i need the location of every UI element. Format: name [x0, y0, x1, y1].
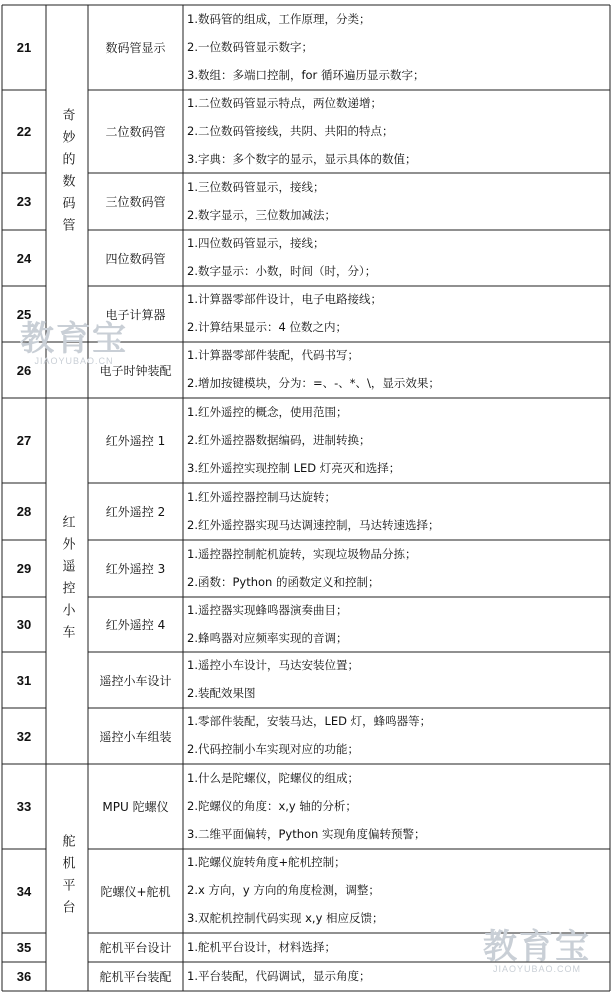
lesson-number: 36 — [16, 969, 32, 984]
lesson-topic: 二位数码管 — [105, 125, 166, 139]
content-item: 1.遥控器实现蜂鸣器演奏曲目； — [187, 603, 348, 618]
lesson-number: 28 — [16, 504, 32, 519]
module-label — [46, 342, 88, 398]
module-label — [46, 5, 88, 342]
content-item: 1.计算器零部件装配，代码书写； — [187, 348, 359, 363]
lesson-content — [183, 5, 610, 90]
lesson-topic: 三位数码管 — [105, 195, 166, 209]
lesson-topic: 红外遥控 4 — [105, 618, 166, 632]
content-item: 1.舵机平台设计，材料选择； — [187, 939, 336, 954]
watermark-text: 教育宝 — [20, 320, 128, 358]
content-item: 1.平台装配，代码调试，显示角度； — [187, 968, 371, 983]
lesson-content — [183, 652, 610, 708]
content-item: 2.一位数码管显示数字； — [187, 39, 313, 54]
content-item: 2.x 方向，y 方向的角度检测，调整； — [187, 883, 380, 898]
lesson-content — [183, 708, 610, 764]
module-label-text: 舵机平台 — [59, 833, 75, 922]
lesson-number: 22 — [16, 124, 32, 139]
module-label — [46, 398, 88, 764]
content-item: 1.数码管的组成，工作原理，分类； — [187, 11, 371, 26]
lesson-content — [183, 849, 610, 933]
lesson-number: 35 — [16, 940, 32, 955]
module-label-text: 红外遥控小车 — [59, 515, 75, 647]
content-item: 2.陀螺仪的角度：x,y 轴的分析； — [187, 798, 357, 813]
lesson-topic: 四位数码管 — [105, 251, 166, 266]
lesson-content — [183, 90, 610, 173]
watermark-domain: JIAOYUBAO.CN — [34, 356, 114, 366]
lesson-content — [183, 483, 610, 540]
lesson-content — [183, 342, 610, 398]
lesson-topic: 红外遥控 3 — [105, 562, 166, 576]
lesson-topic: 电子计算器 — [105, 307, 166, 322]
lesson-number: 30 — [16, 617, 32, 632]
lesson-topic: 遥控小车组装 — [99, 729, 172, 744]
watermark-text-2: 教育宝 — [483, 928, 591, 966]
lesson-content — [183, 173, 610, 230]
content-item: 2.红外遥控器数据编码，进制转换； — [187, 432, 371, 447]
lesson-number: 23 — [16, 194, 32, 209]
content-item: 1.四位数码管显示，接线； — [187, 236, 325, 251]
content-item: 2.增加按键模块，分为：=、-、*、\，显示效果； — [187, 376, 440, 391]
content-item: 2.装配效果图 — [187, 686, 256, 701]
lesson-content — [183, 286, 610, 342]
watermark-domain-2: JIAOYUBAO.COM — [492, 964, 581, 974]
lesson-number: 31 — [16, 672, 32, 688]
content-item: 1.红外遥控的概念，使用范围； — [187, 404, 348, 419]
content-item: 1.遥控器控制舵机旋转，实现垃圾物品分拣； — [187, 546, 417, 561]
module-label — [46, 764, 88, 991]
content-item: 1.零部件装配，安装马达，LED 灯，蜂鸣器等； — [187, 714, 432, 729]
content-item: 1.什么是陀螺仪，陀螺仪的组成； — [187, 770, 359, 785]
lesson-number: 34 — [16, 883, 32, 899]
content-item: 1.红外遥控器控制马达旋转； — [187, 489, 336, 504]
lesson-content — [183, 962, 610, 991]
content-item: 1.计算器零部件设计，电子电路接线； — [187, 292, 382, 307]
lesson-number: 21 — [16, 40, 32, 55]
lesson-number: 29 — [16, 561, 32, 576]
content-item: 1.三位数码管显示，接线； — [187, 179, 325, 194]
content-item: 3.二维平面偏转，Python 实现角度偏转预警； — [187, 827, 426, 842]
lesson-number: 32 — [16, 728, 32, 744]
lesson-topic: 陀螺仪+舵机 — [100, 884, 171, 899]
lesson-content — [183, 597, 610, 652]
content-item: 3.红外遥控实现控制 LED 灯亮灭和选择； — [187, 461, 401, 476]
lesson-topic: MPU 陀螺仪 — [102, 800, 169, 814]
lesson-content — [183, 933, 610, 962]
lesson-content — [183, 398, 610, 483]
lesson-number: 24 — [16, 250, 32, 266]
content-item: 2.蜂鸣器对应频率实现的音调； — [187, 630, 348, 645]
content-item: 2.函数：Python 的函数定义和控制； — [187, 575, 380, 590]
lesson-content — [183, 230, 610, 286]
lesson-number: 25 — [16, 306, 32, 322]
lesson-topic: 红外遥控 1 — [105, 434, 166, 448]
content-item: 2.数字显示：小数，时间（时，分）； — [187, 264, 377, 279]
lesson-content — [183, 540, 610, 597]
lesson-number: 33 — [16, 799, 32, 814]
content-item: 3.数组：多端口控制，for 循环遍历显示数字； — [187, 68, 425, 83]
lesson-topic: 数码管显示 — [105, 41, 166, 55]
lesson-topic: 舵机平台设计 — [99, 941, 172, 955]
content-item: 2.二位数码管接线，共阴、共阳的特点； — [187, 123, 394, 138]
content-item: 3.字典：多个数字的显示，显示具体的数值； — [187, 151, 417, 166]
module-label-text: 奇妙的数码管 — [59, 107, 75, 240]
lesson-topic: 舵机平台装配 — [99, 970, 172, 984]
lesson-topic: 红外遥控 2 — [105, 505, 166, 519]
content-item: 1.二位数码管显示特点，两位数递增； — [187, 96, 382, 111]
content-item: 2.数字显示，三位数加减法； — [187, 208, 336, 223]
lesson-number: 27 — [16, 433, 32, 448]
content-item: 2.代码控制小车实现对应的功能； — [187, 742, 359, 757]
lesson-topic: 遥控小车设计 — [99, 673, 172, 688]
lesson-topic: 电子时钟装配 — [99, 363, 172, 378]
lesson-content — [183, 764, 610, 849]
content-item: 1.陀螺仪旋转角度+舵机控制； — [187, 855, 346, 870]
content-item: 2.计算结果显示：4 位数之内； — [187, 320, 347, 335]
lesson-number: 26 — [16, 362, 32, 378]
content-item: 1.遥控小车设计，马达安装位置； — [187, 658, 359, 673]
content-item: 2.红外遥控器实现马达调速控制，马达转速选择； — [187, 518, 440, 533]
content-item: 3.双舵机控制代码实现 x,y 相应反馈； — [187, 911, 384, 926]
